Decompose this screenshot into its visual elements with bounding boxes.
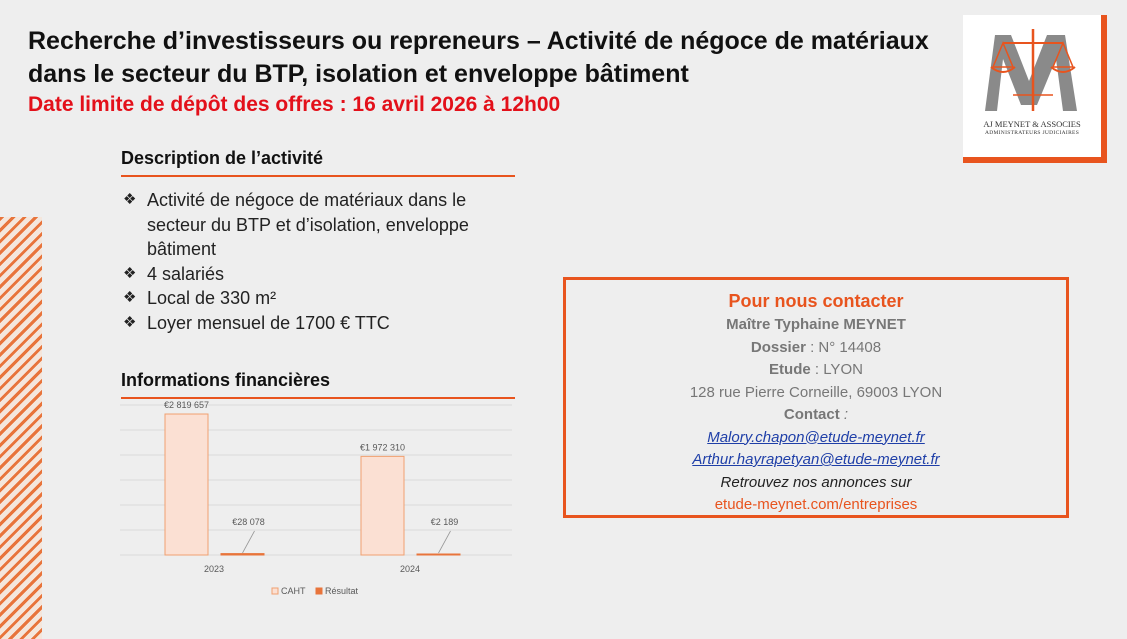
logo-company-name: AJ MEYNET & ASSOCIES xyxy=(983,119,1081,129)
website-link[interactable]: etude-meynet.com/entreprises xyxy=(714,496,918,513)
dossier-label: Dossier xyxy=(750,338,806,356)
contact-label-line xyxy=(566,404,1066,427)
email-link-malory[interactable]: Malory.chapon@etude-meynet.fr xyxy=(707,428,925,446)
retrouvez-text: Retrouvez nos annonces sur xyxy=(720,473,912,491)
financial-chart xyxy=(110,395,530,605)
chart-data-label: €1 972 310 xyxy=(359,442,406,453)
etude-label: Etude xyxy=(769,361,811,378)
chart-legend-label: Résultat xyxy=(325,586,359,596)
etude-line xyxy=(566,359,1066,382)
chart-label-leader xyxy=(439,531,451,553)
chart-bar-résultat xyxy=(417,554,460,555)
page-title: Recherche d’investisseurs ou repreneurs – Activité de négoce de matériaux dans le secteur du BTP, isolation et enveloppe bâtiment xyxy=(28,27,929,88)
chart-bar-résultat xyxy=(221,554,264,555)
chart-legend-label: CAHT xyxy=(281,586,306,596)
finance-heading: Informations financières xyxy=(121,370,515,399)
contact-address: 128 rue Pierre Corneille, 69003 LYON xyxy=(689,383,943,401)
logo-mark-icon xyxy=(963,15,1101,119)
chart-category-label: 2023 xyxy=(203,564,225,574)
chart-legend-swatch xyxy=(272,588,278,594)
chart-data-label: €2 189 xyxy=(430,517,459,527)
contact-name: Maître Typhaine MEYNET xyxy=(726,316,906,333)
chart-data-label: €2 819 657 xyxy=(163,400,210,411)
contact-title: Pour nous contacter xyxy=(728,291,904,311)
list-item: ❖ Activité de négoce de matériaux dans le secteur du BTP et d’isolation, enveloppe bâtiment xyxy=(121,188,521,262)
contact-box xyxy=(563,277,1069,518)
company-logo xyxy=(963,15,1107,163)
list-item: ❖ 4 salariés xyxy=(121,262,521,287)
logo-company-subtitle: ADMINISTRATEURS JUDICIAIRES xyxy=(984,130,1080,136)
deadline-text: Date limite de dépôt des offres : 16 avril 2026 à 12h00 xyxy=(28,93,561,116)
contact-label: Contact xyxy=(783,406,840,423)
chart-bar-caht xyxy=(165,414,208,555)
list-item: ❖ Loyer mensuel de 1700 € TTC xyxy=(121,311,521,336)
chart-bar-caht xyxy=(361,456,404,555)
email-link-arthur[interactable]: Arthur.hayrapetyan@etude-meynet.fr xyxy=(692,451,940,468)
dossier-value: : N° 14408 xyxy=(805,338,882,356)
etude-value: : LYON xyxy=(810,361,863,378)
contact-separator: : xyxy=(839,406,849,423)
chart-legend-swatch xyxy=(316,588,322,594)
financial-chart-svg xyxy=(110,395,530,605)
chart-label-leader xyxy=(243,531,255,553)
hatched-decoration xyxy=(0,217,42,639)
description-heading: Description de l’activité xyxy=(121,148,515,177)
list-item: ❖ Local de 330 m² xyxy=(121,286,521,311)
chart-data-label: €28 078 xyxy=(232,517,265,527)
dossier-line xyxy=(566,337,1066,360)
chart-category-label: 2024 xyxy=(399,564,421,574)
description-list xyxy=(121,188,521,335)
